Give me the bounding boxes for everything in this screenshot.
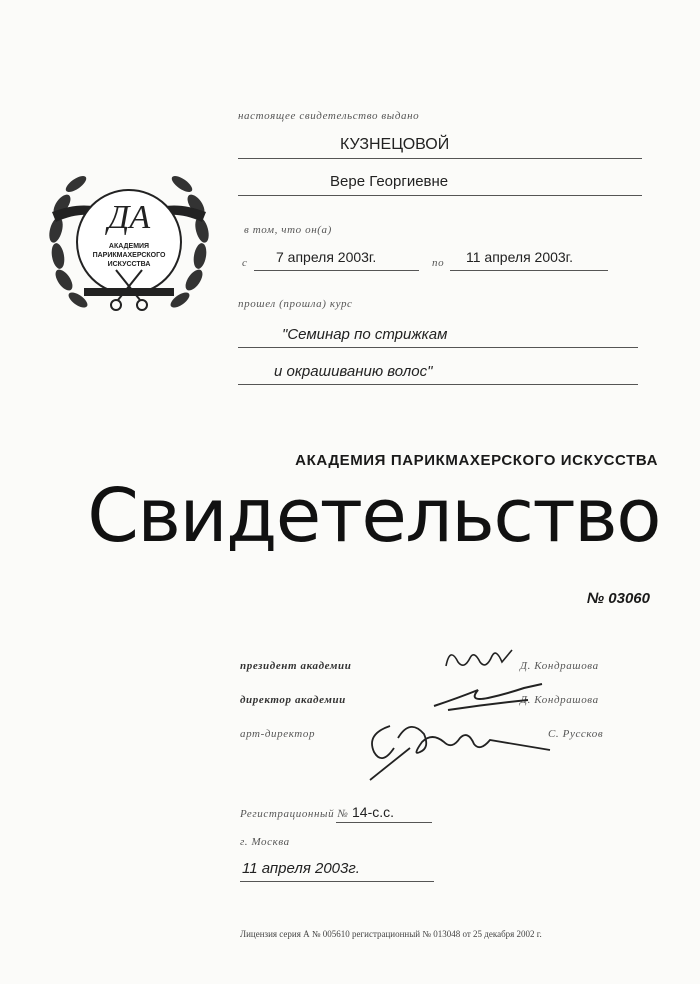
signatory-name-director: Д. Кондрашова bbox=[520, 694, 599, 706]
that-label: в том, что он(а) bbox=[244, 224, 332, 236]
from-label: с bbox=[242, 257, 248, 269]
recipient-surname: КУЗНЕЦОВОЙ bbox=[340, 136, 450, 153]
logo-text-line2: ПАРИКМАХЕРСКОГО bbox=[92, 252, 166, 259]
registration-underline bbox=[336, 822, 432, 823]
recipient-given-names: Вере Георгиевне bbox=[330, 173, 449, 190]
registration-number: 14-с.с. bbox=[352, 804, 395, 820]
course-line1-underline bbox=[238, 347, 638, 348]
certificate-number: № 03060 bbox=[586, 590, 650, 607]
to-label: по bbox=[432, 257, 445, 269]
city-label: г. Москва bbox=[240, 836, 290, 848]
signatory-role-president: президент академии bbox=[240, 660, 352, 672]
course-name-line1: "Семинар по стрижкам bbox=[282, 326, 448, 343]
issued-to-label: настоящее свидетельство выдано bbox=[238, 110, 420, 122]
logo-text-line1: АКАДЕМИЯ bbox=[108, 243, 150, 250]
registration-date: 11 апреля 2003г. bbox=[242, 860, 360, 877]
end-date-underline bbox=[450, 270, 608, 271]
signature-president bbox=[440, 640, 520, 676]
signatory-role-art-director: арт-директор bbox=[240, 728, 316, 740]
start-date: 7 апреля 2003г. bbox=[276, 249, 377, 265]
signatory-role-director: директор академии bbox=[240, 694, 346, 706]
course-line2-underline bbox=[238, 384, 638, 385]
course-name-line2: и окрашиванию волос" bbox=[274, 363, 433, 380]
start-date-underline bbox=[254, 270, 419, 271]
registration-label: Регистрационный № bbox=[240, 808, 349, 820]
given-names-underline bbox=[238, 195, 642, 196]
academy-logo bbox=[44, 160, 214, 330]
academy-name: АКАДЕМИЯ ПАРИКМАХЕРСКОГО ИСКУССТВА bbox=[295, 452, 658, 469]
signature-art-director bbox=[360, 708, 560, 788]
logo-monogram: ДА bbox=[107, 199, 151, 236]
registration-date-underline bbox=[240, 881, 434, 882]
surname-underline bbox=[238, 158, 642, 159]
end-date: 11 апреля 2003г. bbox=[466, 249, 573, 265]
signatory-name-art-director: С. Руссков bbox=[548, 728, 604, 740]
license-footer: Лицензия серия А № 005610 регистрационный № 013048 от 25 декабря 2002 г. bbox=[240, 929, 542, 939]
signatory-name-president: Д. Кондрашова bbox=[520, 660, 599, 672]
logo-text-line3: ИСКУССТВА bbox=[107, 261, 151, 268]
document-title: Свидетельство bbox=[87, 473, 660, 559]
course-label: прошел (прошла) курс bbox=[238, 298, 353, 310]
